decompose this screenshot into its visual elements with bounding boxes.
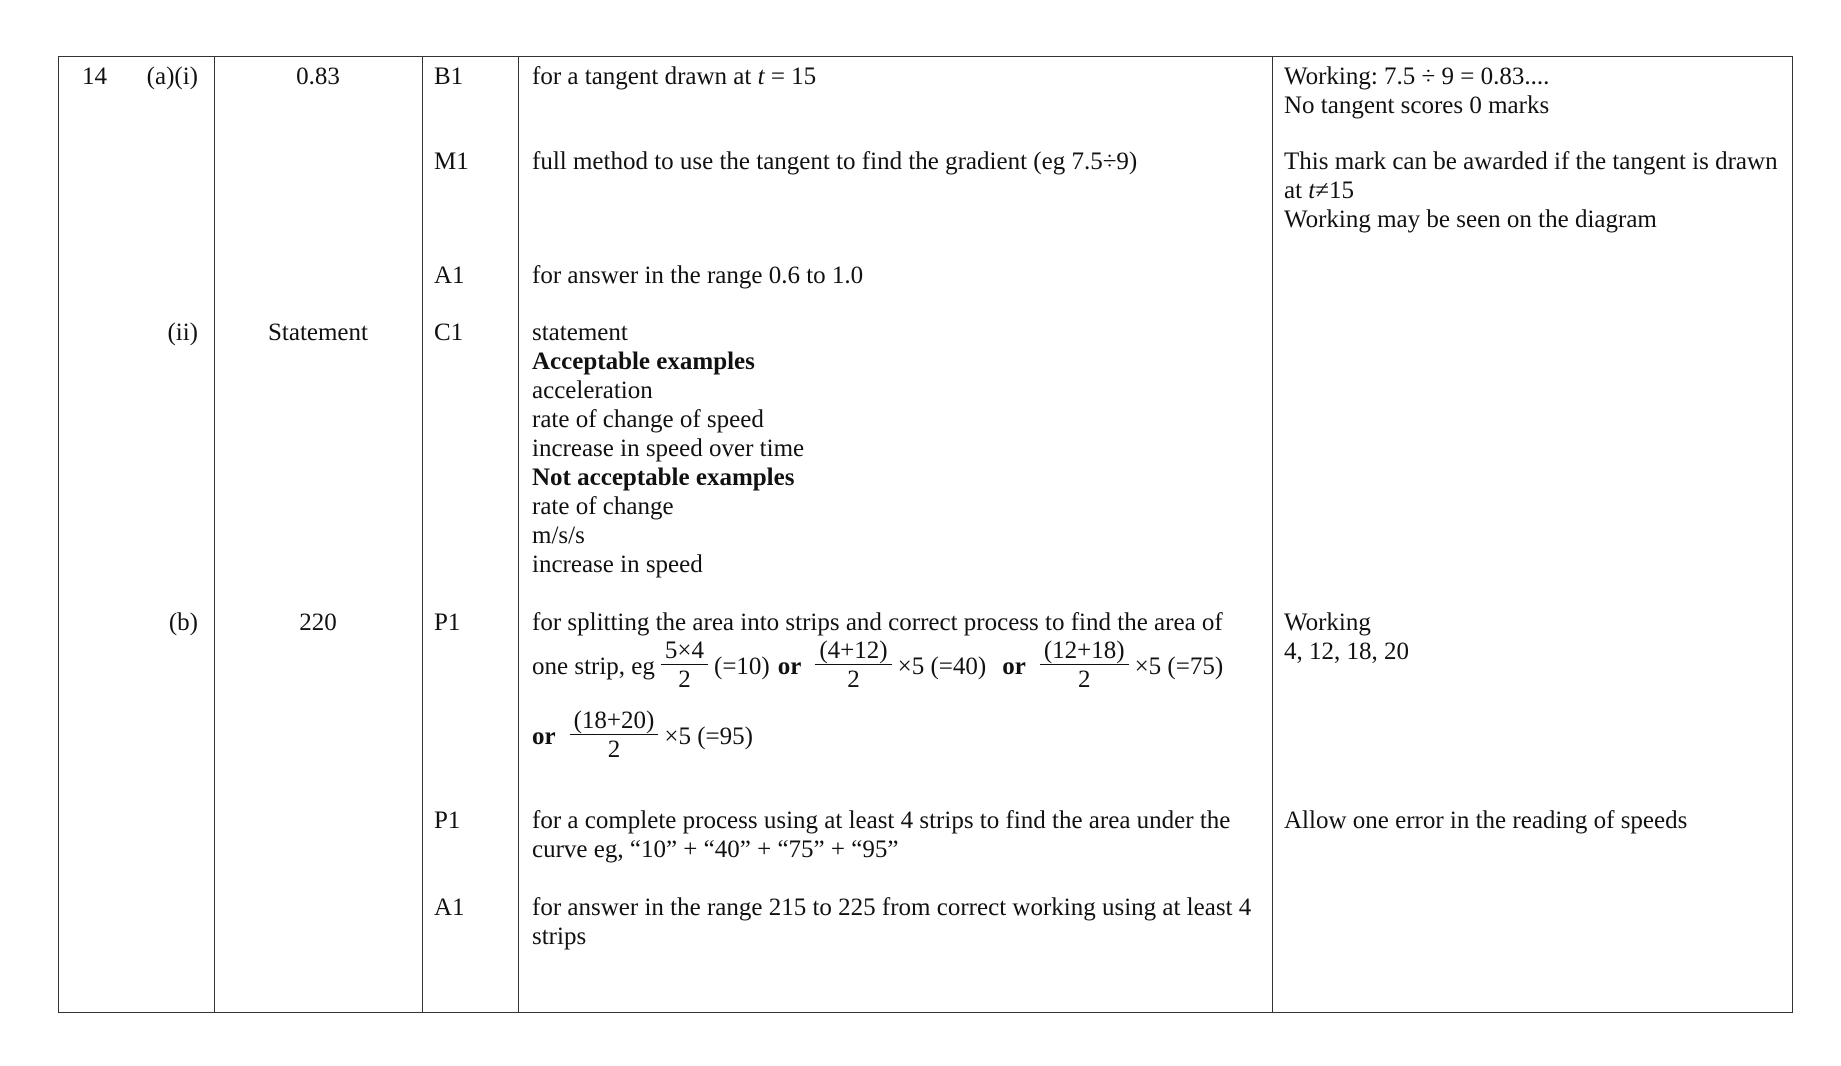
criteria-line: rate of change	[532, 493, 674, 520]
mark-code-b1: B1	[434, 63, 464, 90]
mark-code-p1-second: P1	[434, 807, 461, 834]
criteria-text: ×5 (=75)	[1134, 652, 1224, 680]
notes-m1	[1284, 147, 1778, 234]
mark-code-a1-b: A1	[434, 894, 465, 921]
criteria-p1-first	[532, 608, 1262, 778]
criteria-line: rate of change of speed	[532, 406, 764, 433]
mark-code-p1-first: P1	[434, 609, 461, 636]
answer-b: 220	[299, 609, 337, 636]
criteria-line: strips	[532, 923, 587, 950]
part-label-a-ii: (ii)	[167, 319, 198, 346]
part-label-a-i: (a)(i)	[146, 63, 198, 90]
criteria-line: acceleration	[532, 377, 653, 404]
fraction-5x4-over-2: $\frac{5\times 4}{2}$	[661, 637, 708, 695]
answer-a-ii: Statement	[268, 319, 368, 346]
or-keyword: or	[1002, 652, 1026, 680]
fraction-12-18-over-2: $\frac{(12+18)}{2}$	[1040, 637, 1129, 695]
criteria-text: ×5 (=40)	[897, 652, 987, 680]
part-label-b: (b)	[168, 609, 198, 636]
column-divider-criteria	[518, 56, 519, 1013]
note-line: at t≠15	[1284, 177, 1354, 204]
criteria-line: for answer in the range 215 to 225 from correct working using at least 4	[532, 894, 1252, 921]
question-number: 14	[82, 63, 107, 90]
notes-p1-second: Allow one error in the reading of speeds	[1284, 807, 1688, 834]
or-keyword: or	[532, 722, 556, 750]
criteria-line: m/s/s	[532, 522, 585, 549]
or-keyword: or	[777, 652, 802, 680]
note-line: 4, 12, 18, 20	[1284, 638, 1409, 665]
column-divider-answer	[214, 56, 215, 1013]
criteria-line: for a complete process using at least 4 strips to find the area under the	[532, 807, 1231, 834]
formula-line-1	[532, 636, 1223, 696]
criteria-c1	[532, 318, 804, 579]
fraction-18-20-over-2: $\frac{(18+20)}{2}$	[570, 707, 659, 765]
note-line: This mark can be awarded if the tangent is drawn	[1284, 148, 1778, 175]
notes-b1	[1284, 62, 1549, 120]
criteria-heading-acceptable: Acceptable examples	[532, 348, 755, 375]
formula-line-2	[532, 706, 753, 766]
criteria-heading-not-acceptable: Not acceptable examples	[532, 464, 795, 491]
criteria-text: one strip, eg	[532, 652, 655, 680]
criteria-a1-b	[532, 893, 1251, 951]
criteria-line: for splitting the area into strips and correct process to find the area of	[532, 609, 1223, 636]
criteria-line: increase in speed	[532, 551, 703, 578]
criteria-m1: full method to use the tangent to find the gradient (eg 7.5÷9)	[532, 148, 1138, 175]
note-line: No tangent scores 0 marks	[1284, 92, 1550, 119]
criteria-b1: for a tangent drawn at t = 15	[532, 63, 817, 90]
answer-a-i: 0.83	[296, 63, 340, 90]
mark-code-m1: M1	[434, 148, 469, 175]
mark-scheme-table	[58, 56, 1793, 1013]
mark-code-a1: A1	[434, 262, 465, 289]
notes-p1-first	[1284, 608, 1409, 666]
note-line: Working: 7.5 ÷ 9 = 0.83....	[1284, 63, 1550, 90]
criteria-text: (=10)	[714, 652, 770, 680]
column-divider-mark	[422, 56, 423, 1013]
fraction-4-12-over-2: $\frac{(4+12)}{2}$	[815, 637, 891, 695]
column-divider-notes	[1272, 56, 1273, 1013]
criteria-p1-second	[532, 806, 1230, 864]
criteria-line: statement	[532, 319, 628, 346]
criteria-text: ×5 (=95)	[664, 722, 753, 750]
note-line: Working	[1284, 609, 1371, 636]
criteria-a1: for answer in the range 0.6 to 1.0	[532, 262, 864, 289]
criteria-line: curve eg, “10” + “40” + “75” + “95”	[532, 836, 899, 863]
note-line: Working may be seen on the diagram	[1284, 206, 1657, 233]
mark-code-c1: C1	[434, 319, 464, 346]
criteria-line: increase in speed over time	[532, 435, 805, 462]
